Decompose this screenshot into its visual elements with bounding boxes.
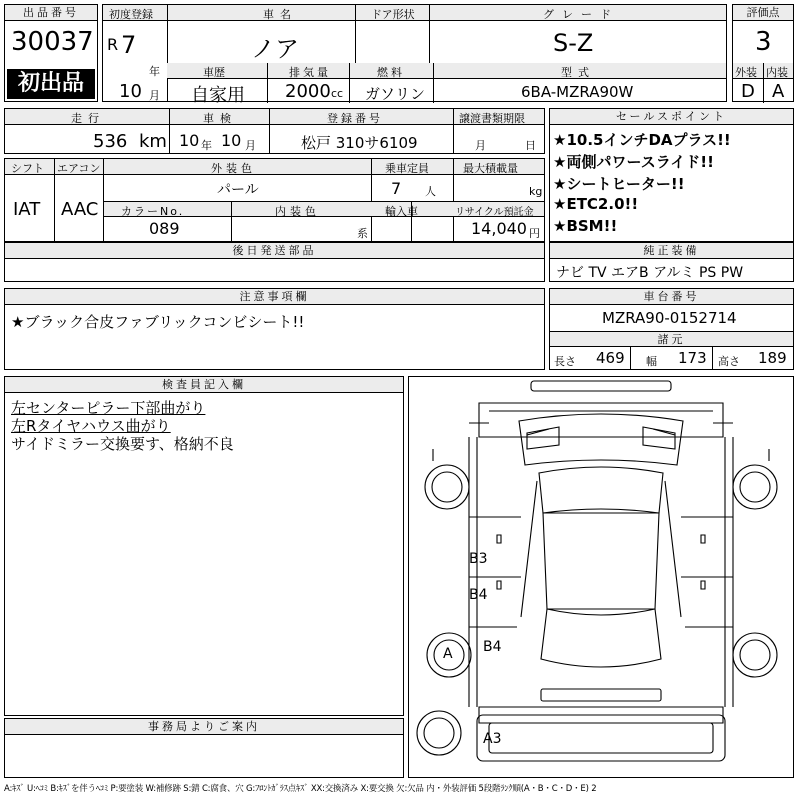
inspector-box xyxy=(4,376,404,716)
ac-label: エアコン xyxy=(57,162,101,175)
height-value: 189 xyxy=(758,349,787,367)
notes-label: 注意事項欄 xyxy=(5,289,544,305)
vehicle-header xyxy=(102,4,727,106)
sales-point-item: ★ETC2.0!! xyxy=(553,195,639,213)
equipment-box xyxy=(549,242,794,282)
first-reg-era: R xyxy=(107,35,119,54)
interior-grade: A xyxy=(772,81,785,102)
capacity-label: 乗車定員 xyxy=(385,162,429,175)
height-label: 高さ xyxy=(718,355,740,368)
interior-color-unit: 系 xyxy=(357,227,368,240)
lot-label: 出品番号 xyxy=(5,5,97,21)
inspection-year-unit: 年 xyxy=(201,139,212,152)
interior-label: 内装 xyxy=(766,66,788,79)
fuel-value: ガソリン xyxy=(365,85,426,103)
exterior-label: 外装 xyxy=(735,66,757,79)
inspection-month: 10 xyxy=(221,131,242,150)
chassis-number: MZRA90-0152714 xyxy=(602,309,737,327)
grade-label: グレード xyxy=(543,8,619,21)
reg-label: 登録番号 xyxy=(327,112,383,125)
sales-point-item: ★BSM!! xyxy=(553,217,618,235)
equipment-label: 純正装備 xyxy=(550,243,793,259)
sales-point-item: ★両側パワースライド!! xyxy=(553,153,714,171)
inspector-note: 左センターピラー下部曲がり xyxy=(11,399,206,417)
length-label: 長さ xyxy=(554,355,576,368)
lot-box xyxy=(4,4,98,102)
displacement-label: 排気量 xyxy=(289,66,331,79)
color-label: 外装色 xyxy=(211,162,256,175)
doc-day-unit: 日 xyxy=(525,139,536,152)
capacity-value: 7 xyxy=(391,179,402,198)
mileage-row xyxy=(4,108,545,154)
damage-mark: A3 xyxy=(483,731,502,747)
legend-text: A:ｷｽﾞ U:ﾍｺﾐ B:ｷｽﾞを伴うﾍｺﾐ P:要塗装 W:補修跡 S:錆 C:腐食、穴 G:ﾌﾛﾝﾄｶﾞﾗｽ点ｷｽﾞ XX:交換済み X:要交換 欠:欠品 内・外装評価 5段階ﾗﾝｸ順(A・B・C・D・E) 2 xyxy=(4,784,597,794)
notes-box xyxy=(4,288,545,370)
color-value: パール xyxy=(217,182,259,198)
office-label: 事務局よりご案内 xyxy=(5,719,403,735)
mileage-label: 走行 xyxy=(71,112,105,125)
capacity-unit: 人 xyxy=(425,185,436,198)
model-name-label: 車名 xyxy=(263,8,297,21)
import-label: 輸入車 xyxy=(385,205,418,218)
type-label: 型式 xyxy=(561,66,595,79)
fuel-label: 燃料 xyxy=(377,66,405,79)
doc-month-unit: 月 xyxy=(475,139,486,152)
chassis-label: 車台番号 xyxy=(550,289,793,305)
inspection-year: 10 xyxy=(179,131,200,150)
exterior-grade: D xyxy=(741,81,755,102)
interior-color-label: 内装色 xyxy=(275,205,320,218)
score-value: 3 xyxy=(755,27,772,57)
history-label: 車歴 xyxy=(203,66,225,79)
sales-point-item: ★10.5インチDAプラス!! xyxy=(553,131,731,149)
inspection-month-unit: 月 xyxy=(245,139,256,152)
history-value: 自家用 xyxy=(191,85,245,106)
load-unit: kg xyxy=(529,185,543,198)
doc-label: 譲渡書類期限 xyxy=(459,112,525,125)
width-value: 173 xyxy=(678,349,707,367)
inspector-label: 検査員記入欄 xyxy=(5,377,403,393)
lot-number: 30037 xyxy=(11,27,94,57)
later-parts-label: 後日発送部品 xyxy=(5,243,544,259)
score-label: 評価点 xyxy=(733,5,793,21)
damage-mark: A xyxy=(443,646,453,662)
grade-value: S-Z xyxy=(553,29,594,57)
inspection-label: 車検 xyxy=(203,112,237,125)
car-outline-svg xyxy=(409,377,793,777)
displacement-value: 2000 xyxy=(285,81,331,102)
first-listing-badge: 初出品 xyxy=(7,69,95,99)
first-reg-label: 初度登録 xyxy=(109,8,153,21)
ac-value: AAC xyxy=(61,199,99,220)
load-label: 最大積載量 xyxy=(463,162,518,175)
mileage-value: 536 xyxy=(93,131,128,152)
inspector-note: 左Rタイヤハウス曲がり xyxy=(11,417,171,435)
door-label: ドア形状 xyxy=(371,8,415,21)
model-name: ノア xyxy=(251,35,299,63)
shift-value: IAT xyxy=(13,199,41,220)
specs-block xyxy=(4,158,545,242)
recycle-unit: 円 xyxy=(529,227,540,240)
sales-points-label: セールスポイント xyxy=(550,109,793,125)
first-reg-month: 10 xyxy=(119,81,142,102)
sales-point-item: ★シートヒーター!! xyxy=(553,175,685,193)
first-reg-year: 7 xyxy=(121,31,137,59)
inspector-note: サイドミラー交換要す、格納不良 xyxy=(11,435,234,453)
displacement-unit: cc xyxy=(331,87,344,100)
shift-label: シフト xyxy=(11,162,44,175)
width-label: 幅 xyxy=(646,355,657,368)
chassis-box xyxy=(549,288,794,370)
recycle-label: リサイクル預託金 xyxy=(455,207,534,218)
sales-points-box xyxy=(549,108,794,242)
damage-mark: B4 xyxy=(483,639,502,655)
damage-mark: B4 xyxy=(469,587,488,603)
notes-text: ★ブラック合皮ファブリックコンビシート!! xyxy=(11,313,305,331)
header-section xyxy=(4,4,794,106)
equipment-value: ナビ TV エアB アルミ PS PW xyxy=(556,265,744,281)
car-damage-diagram xyxy=(408,376,794,778)
office-box xyxy=(4,718,404,778)
damage-mark: B3 xyxy=(469,551,488,567)
type-code: 6BA-MZRA90W xyxy=(521,83,634,101)
first-reg-year-unit: 年 xyxy=(149,65,160,78)
length-value: 469 xyxy=(596,349,625,367)
color-no-label: カラーNo. xyxy=(121,205,185,218)
reg-number: 松戸 310サ6109 xyxy=(301,134,418,152)
score-box xyxy=(732,4,794,102)
mileage-unit: km xyxy=(139,131,167,152)
color-no-value: 089 xyxy=(149,219,180,238)
first-reg-month-unit: 月 xyxy=(149,89,160,102)
dims-label: 諸元 xyxy=(550,331,793,347)
recycle-value: 14,040 xyxy=(471,219,527,238)
later-parts-box xyxy=(4,242,545,282)
